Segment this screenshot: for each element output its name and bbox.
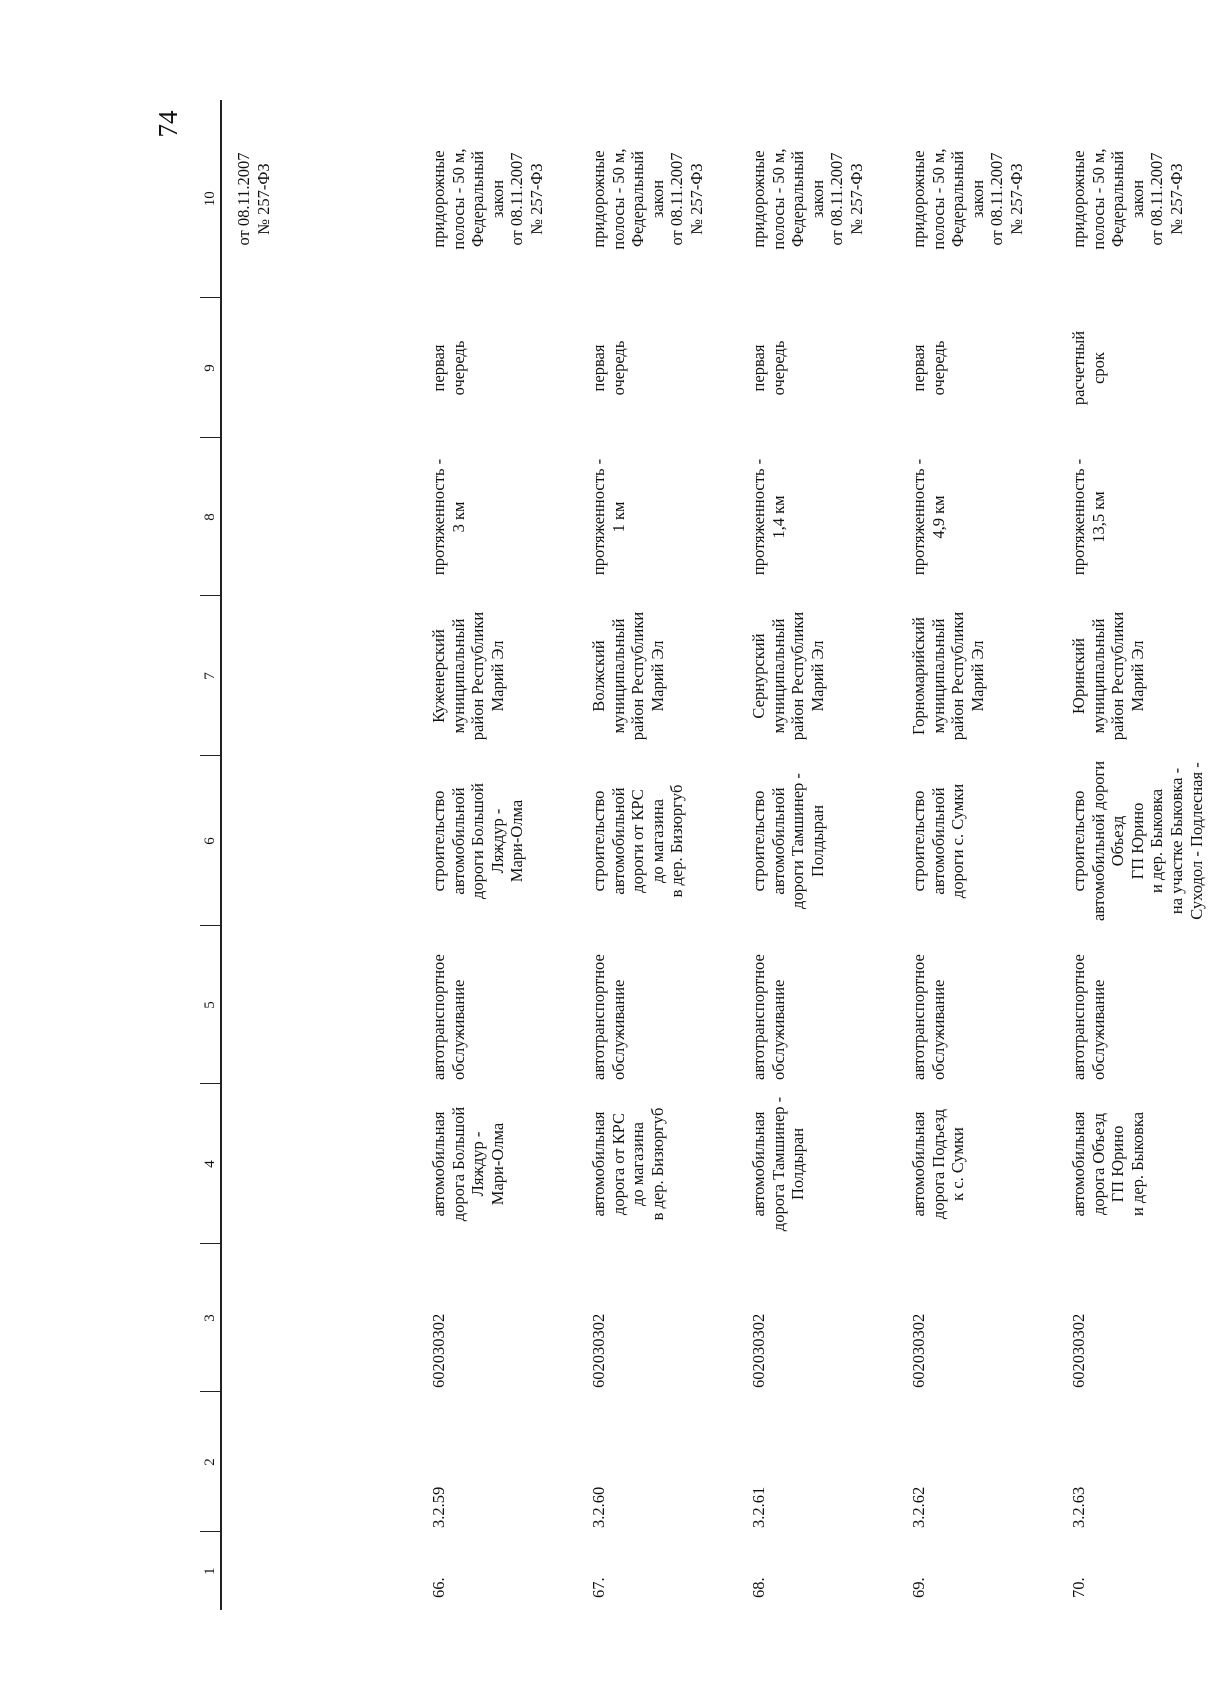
cell-legal-basis: от 08.11.2007 № 257-ФЗ	[234, 152, 273, 246]
cell-characteristics: протяженность - 4,9 км	[909, 458, 948, 576]
empty-cell	[221, 1532, 423, 1610]
cell-code: 602030302	[909, 1313, 928, 1388]
cell-activity: строительство автомобильной дороги Тамшинер - Полдыран	[749, 773, 827, 909]
cell-characteristics: протяженность - 13,5 км	[1069, 458, 1108, 576]
column-header: 9	[200, 298, 221, 438]
cell-stage: первая очередь	[749, 340, 788, 396]
cell-object-number: 3.2.60	[589, 1486, 608, 1528]
table-row-continued	[221, 100, 423, 1610]
cell-row-number: 69.	[909, 1577, 928, 1598]
cell-location: Сернурский муниципальный район Республики Марий Эл	[749, 611, 827, 741]
empty-cell	[221, 1392, 423, 1532]
cell-characteristics: протяженность - 1 км	[589, 458, 628, 576]
cell-object-name: автомобильная дорога от КРС до магазина в дер. Бизюргуб	[589, 1107, 667, 1221]
empty-cell	[221, 1244, 423, 1392]
cell-location: Волжский муниципальный район Республики Марий Эл	[589, 611, 667, 741]
cell-activity: строительство автомобильной дороги Объезд ГП Юрино и дер. Быковка на участке Быковка - Суходол - Подлесная -	[1069, 760, 1206, 922]
cell-purpose: автотранспортное обслуживание	[1069, 954, 1108, 1080]
cell-stage: первая очередь	[589, 340, 628, 396]
column-number-row	[200, 100, 221, 1610]
column-header: 2	[200, 1392, 221, 1532]
cell-object-name: автомобильная дорога Большой Ляждур - Мари-Олма	[429, 1106, 507, 1222]
table-row	[423, 100, 583, 1610]
empty-cell	[221, 756, 423, 926]
cell-code: 602030302	[589, 1313, 608, 1388]
column-header: 3	[200, 1244, 221, 1392]
table-row	[743, 100, 903, 1610]
column-header: 4	[200, 1084, 221, 1244]
cell-activity: строительство автомобильной дороги от КРС до магазина в дер. Бизюргуб	[589, 784, 687, 898]
cell-row-number: 67.	[589, 1577, 608, 1598]
cell-legal-basis: придорожные полосы - 50 м, Федеральный закон от 08.11.2007 № 257-ФЗ	[429, 148, 546, 250]
cell-object-number: 3.2.61	[749, 1486, 768, 1528]
empty-cell	[221, 1084, 423, 1244]
cell-stage: первая очередь	[909, 340, 948, 396]
column-header: 1	[200, 1532, 221, 1610]
table-row	[583, 100, 743, 1610]
cell-code: 602030302	[1069, 1313, 1088, 1388]
cell-row-number: 70.	[1069, 1577, 1088, 1598]
cell-code: 602030302	[429, 1313, 448, 1388]
column-header: 10	[200, 100, 221, 298]
cell-legal-basis: придорожные полосы - 50 м, Федеральный закон от 08.11.2007 № 257-ФЗ	[1069, 148, 1186, 250]
cell-row-number: 66.	[429, 1577, 448, 1598]
column-header: 8	[200, 438, 221, 596]
cell-stage: расчетный срок	[1069, 330, 1108, 406]
cell-code: 602030302	[749, 1313, 768, 1388]
cell-object-number: 3.2.62	[909, 1486, 928, 1528]
cell-legal-basis: придорожные полосы - 50 м, Федеральный закон от 08.11.2007 № 257-ФЗ	[749, 148, 866, 250]
cell-object-name: автомобильная дорога Тамшинер - Полдыран	[749, 1096, 808, 1232]
rotated-table-wrapper	[200, 100, 1223, 1610]
cell-characteristics: протяженность - 1,4 км	[749, 458, 788, 576]
cell-legal-basis: придорожные полосы - 50 м, Федеральный закон от 08.11.2007 № 257-ФЗ	[589, 148, 706, 250]
cell-location: Куженерский муниципальный район Республики Марий Эл	[429, 611, 507, 741]
table-row	[903, 100, 1063, 1610]
cell-purpose: автотранспортное обслуживание	[589, 954, 628, 1080]
cell-legal-basis: придорожные полосы - 50 м, Федеральный закон от 08.11.2007 № 257-ФЗ	[909, 148, 1026, 250]
column-header: 5	[200, 926, 221, 1084]
cell-purpose: автотранспортное обслуживание	[749, 954, 788, 1080]
cell-activity: строительство автомобильной дороги Большой Ляждур - Мари-Олма	[429, 783, 527, 899]
page-number: 74	[153, 110, 183, 138]
roads-table	[200, 100, 1223, 1610]
empty-cell	[221, 596, 423, 756]
cell-purpose: автотранспортное обслуживание	[909, 954, 948, 1080]
cell-characteristics: протяженность - 3 км	[429, 458, 468, 576]
cell-object-name: автомобильная дорога Подъезд к с. Сумки	[909, 1108, 968, 1220]
empty-cell	[221, 438, 423, 596]
column-header: 7	[200, 596, 221, 756]
cell-purpose: автотранспортное обслуживание	[429, 954, 468, 1080]
cell-location: Юринский муниципальный район Республики Марий Эл	[1069, 611, 1147, 741]
table-row	[1063, 100, 1223, 1610]
column-header: 6	[200, 756, 221, 926]
cell-stage: первая очередь	[429, 340, 468, 396]
cell-activity: строительство автомобильной дороги с. Сумки	[909, 783, 968, 899]
cell-row-number: 68.	[749, 1577, 768, 1598]
empty-cell	[221, 298, 423, 438]
empty-cell	[221, 926, 423, 1084]
cell-object-number: 3.2.63	[1069, 1486, 1088, 1528]
cell-object-name: автомобильная дорога Объезд ГП Юрино и дер. Быковка	[1069, 1111, 1147, 1217]
cell-object-number: 3.2.59	[429, 1486, 448, 1528]
cell-location: Горномарийский муниципальный район Республики Марий Эл	[909, 611, 987, 741]
